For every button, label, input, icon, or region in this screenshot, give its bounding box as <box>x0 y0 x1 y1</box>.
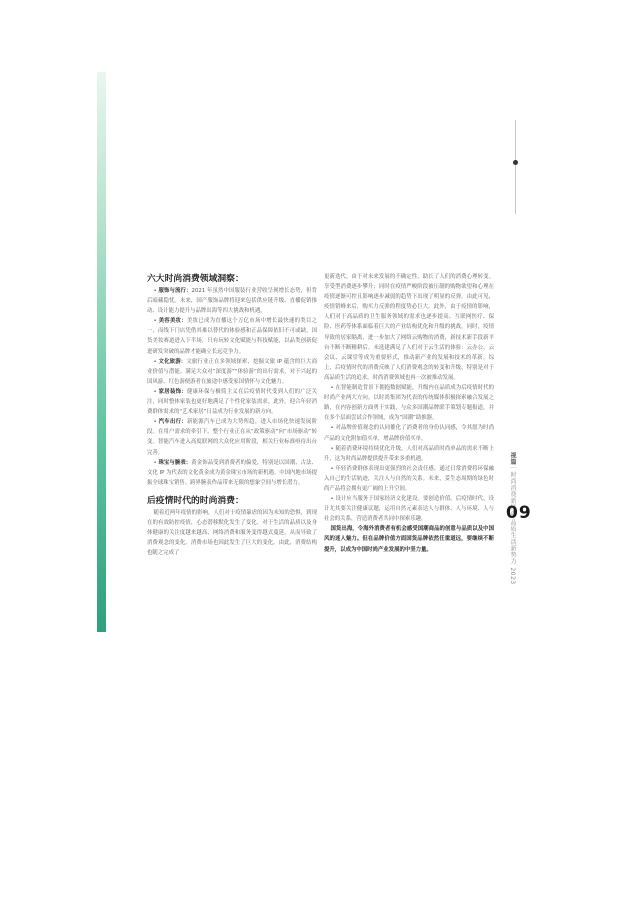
post-pandemic-paragraph: 随着近两年疫情的影响，人们对于疫情暴虐的因为未知的恐惧，到现在的有效防控疫情，心态潜移默化发生了变化。对于生活的品质以及身体健康的关注度越来越高、网络消费和服务变得越式蔓延，从而导致了消费观念的变化。消费市场也因此发生了巨大的变化。由此，消费结构也随之完成了 <box>147 509 317 557</box>
right-column <box>324 272 494 555</box>
insight-paragraph-fashion: • 服饰与流行：2021 年虽然中国服装行业营收呈现增长态势，但背后暗藏隐忧。未来，国产服饰品牌将迎来包括供应链升级、直播促销推动、设计能力提升与品牌出海等四大挑战和机遇。 <box>147 288 317 315</box>
left-column <box>147 272 317 558</box>
sidebar-dot-marker <box>513 160 518 165</box>
insight-paragraph-auto: • 汽车出行：新能源汽车已成为大势所趋，进入市场化快速发展阶段。在用户需求的牵引下，整个行业正在从“政策驱动”向“市场驱动”转变。智能汽车进入高度联网的大众化应用阶段，相关行业标准亟待出台完善。 <box>147 419 317 456</box>
insight-paragraph-jewelry: • 珠宝与腕表：黄金饰品受到消费者的偏爱，特别是以国潮、古法、文化 IP 为代表的文化黄金成为黄金珠宝市场的新机遇。中国内地市场提振全球珠宝销售。跨界腕表作品带来无限的想象空间与增长潜力。 <box>147 459 317 486</box>
insight-paragraph-beauty: • 美容美妆：美妆已成为直播这个万亿市场中增长最快速的类目之一，而线下门店凭借其难以替代的体验感和正品保障依旧不可或缺。国货美妆赛道进入下半场，只有玩转文化赋能与科技赋能，以品类创新促进研发突破的品牌才能确立长远竞争力。 <box>147 318 317 355</box>
bullet-paragraph-2: • 对品牌价值观念的认同催化了消费者的身份认同感，令其愿为时尚产品的文化附加值买单，增品牌价值买单。 <box>324 425 494 442</box>
section-heading-insights: 六大时尚消费领域洞察： <box>147 274 244 284</box>
insight-paragraph-culture-travel: • 文化旅游：文旅行业正在多领域探索，挖掘文旅 IP 蕴含的巨大商业价值与潜能。满足大众对“深度游”“体验游”的出行需求，对于兴起的国风游、红色游便游者在旅途中感受家国情怀与文化魅力。 <box>147 358 317 385</box>
decorative-gradient-bar <box>97 72 106 632</box>
side-label-prefix: 视篇 <box>509 452 516 465</box>
sidebar-rule <box>515 120 516 214</box>
bullet-paragraph-1: • 在智能制造背景下拥抱数据赋能，升级内在品质成为后疫情时代的时尚产业两大方向。以时尚集团为代表的传统媒体积极探索融合发展之路，在内容创新方面勇于实践，与众多国潮品牌联手策划专题报道，并在多个层面尝试合作领域，成为“国潮”助推器。 <box>324 385 494 422</box>
bullet-paragraph-5: • 设计应当服务于国家经济文化建设。要创造价值。后疫情时代，设计尤其要关注健康议题，运用自然元素表达人与群体、人与环境、人与社会的关系，营造消费者共同中探索乐趣。 <box>324 496 494 523</box>
bullet-paragraph-4: • 年轻消费群体表现出更强烈的社会责任感。通过日常消费将环保融入自己的生活轨迹，关注人与自然的关系。未来，妥生态周期的绿色时尚产品将会拥有更广阔的上升空间。 <box>324 465 494 492</box>
bullet-paragraph-3: • 随着消费环境持续优化升级，人们对高品质时尚单品的需求不断上升，这为时尚品牌提供提升带来多重机遇。 <box>324 445 494 462</box>
side-label-rest: ｜时尚消费新风尚·品质生活新势力 2023 <box>509 465 516 585</box>
page-number: 09 <box>506 503 532 523</box>
closing-paragraph: 国货出海，令海外消费者有机会感受国潮商品的创意与品质以及中国风的迷人魅力。但在品牌价值方面国货品牌依然任重道远，要继续不断提升，以成为中国时尚产业发展的中坚力量。 <box>324 526 494 553</box>
continuation-paragraph: 更新迭代。由于对未来发展的不确定性，助长了人们的消费心理转变。享受型消费逐步攀升；同时在疫情严峻阶段被压制的购物欲望和心理在疫情逐渐可控且影响逐步减弱的趋势下出现了明显的反弹。由此可见，疫情错峰来后，购买力反弹的程度势必巨大。此外，由于疫情的影响，人们对于高品质的卫生服务领域的需求也逐步提高。互联网医疗、保险、医药等体系面临着巨大的产业结构优化和升级的挑战。同时，疫情导致的居家隔离，进一步加大了网络云购物的消费，新技术新手段新平台不断不断精耕后。未选建满足了人们对于云生活的体验：云办公、云会议、云课堂等成为重要形式，推动新产业的发展和技术的革新。综上，后疫情时代的消费反映了人们消费观念的转变和升级，特别是对于高品质生活的追求，时尚消费领域也再一次被推动发展。 <box>324 274 494 381</box>
section-heading-post-pandemic: 后疫情时代的时尚消费： <box>147 495 244 506</box>
insight-paragraph-home: • 家居装饰：健康环保与极简主义在后疫情时代受到人们的广泛关注，同时整体家装也更好地满足了个性化家装需求。此外，迎合年轻消费群体需求的“艺术家居”日益成为行业发展的新方向。 <box>147 388 317 416</box>
